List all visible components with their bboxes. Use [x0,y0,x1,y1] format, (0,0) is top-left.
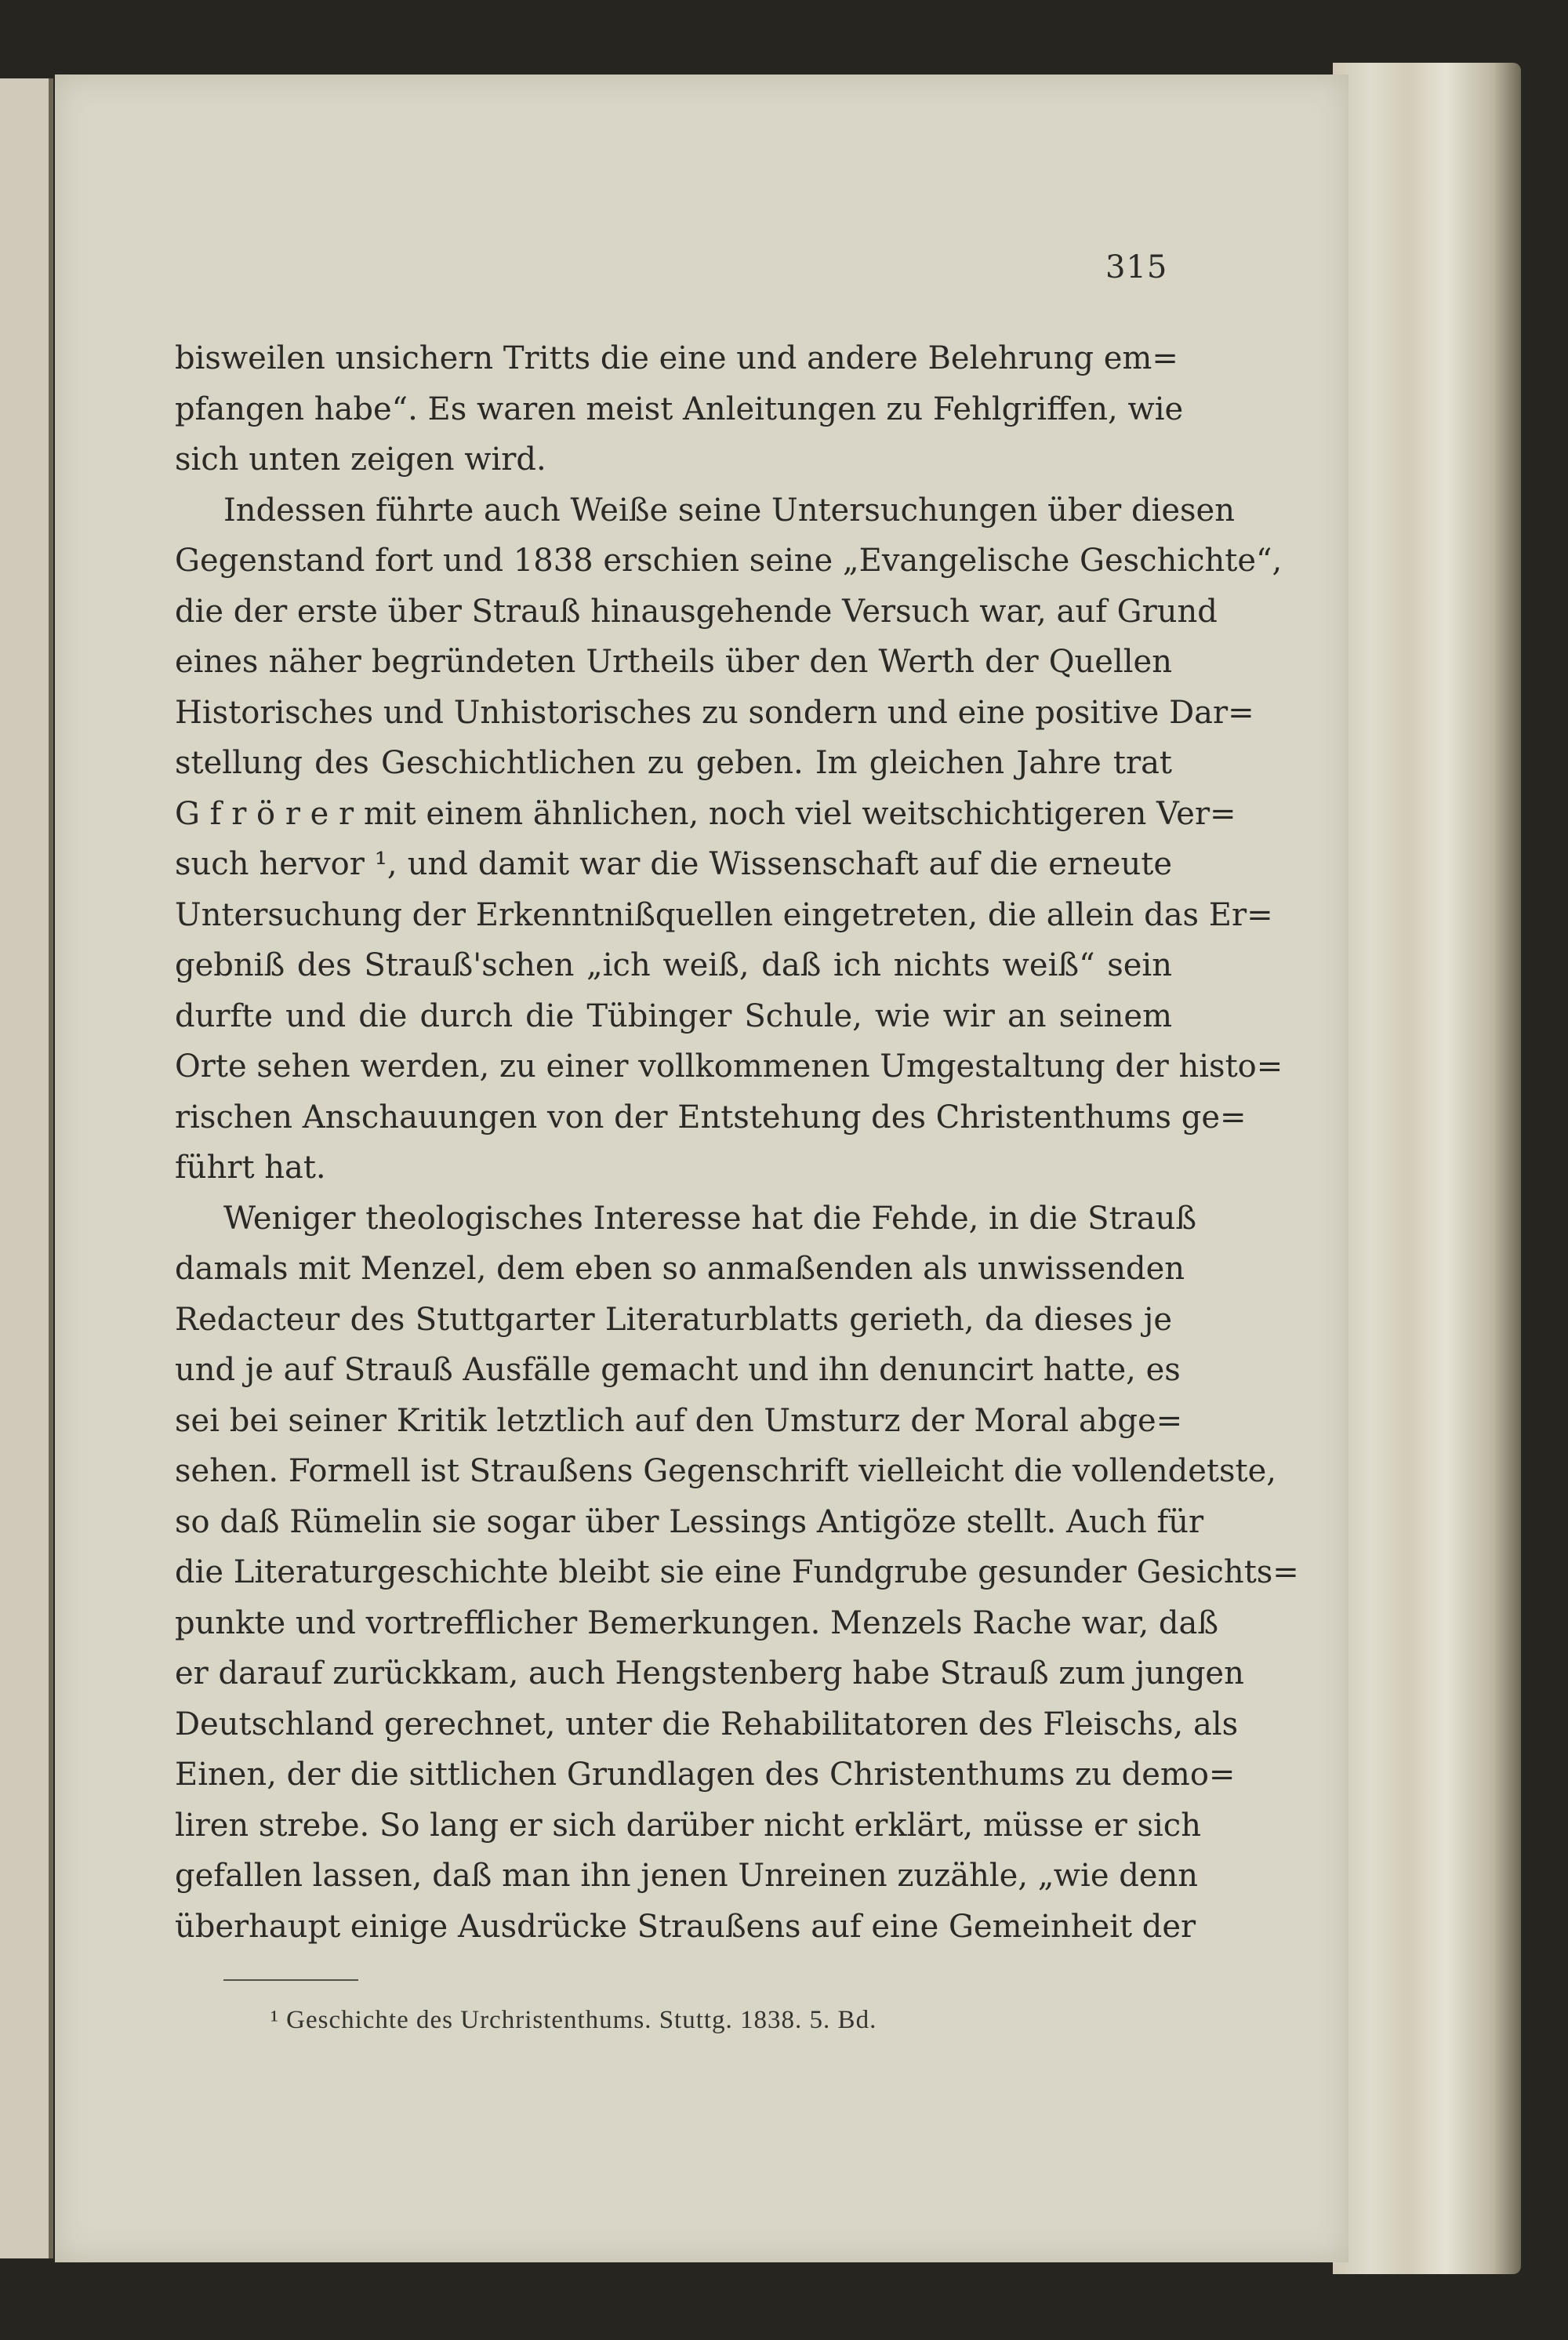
text-line: und je auf Strauß Ausfälle gemacht und ihn denuncirt hatte, es [175,1352,1181,1388]
text-line: so daß Rümelin sie sogar über Lessings Antigöze stellt. Auch für [175,1503,1204,1540]
page-stack-edge [1333,63,1521,2274]
text-line: pfangen habe“. Es waren meist Anleitungen zu Fehlgriffen, wie [175,391,1184,427]
text-line: sehen. Formell ist Straußens Gegenschrift vielleicht die vollendetste, [175,1453,1276,1489]
text-line: rischen Anschauungen von der Entstehung des Christenthums ge= [175,1099,1247,1135]
text-line: sich unten zeigen wird. [175,441,546,478]
body-text [175,333,1299,1952]
text-line: Indessen führte auch Weiße seine Untersuchungen über diesen [223,492,1235,529]
text-line: überhaupt einige Ausdrücke Straußens auf eine Gemeinheit der [175,1908,1196,1945]
text-line: gebniß des Strauß'schen „ich weiß, daß ich nichts weiß“ sein [175,947,1172,983]
page-number: 315 [1105,249,1168,285]
text-line: die der erste über Strauß hinausgehende Versuch war, auf Grund [175,593,1218,630]
text-line: gefallen lassen, daß man ihn jenen Unreinen zuzähle, „wie denn [175,1858,1198,1894]
text-line: liren strebe. So lang er sich darüber nicht erklärt, müsse er sich [175,1807,1201,1844]
text-line: Deutschland gerechnet, unter die Rehabilitatoren des Fleischs, als [175,1706,1239,1742]
text-line: bisweilen unsichern Tritts die eine und andere Belehrung em= [175,340,1178,376]
facing-page-edge [0,78,53,2258]
text-line: durfte und die durch die Tübinger Schule, wie wir an seinem [175,997,1172,1034]
text-line: führt hat. [175,1150,326,1186]
text-line: damals mit Menzel, dem eben so anmaßenden als unwissenden [175,1251,1185,1287]
footnote: ¹ Geschichte des Urchristenthums. Stuttg. 1838. 5. Bd. [270,2006,877,2034]
text-line: punkte und vortrefflicher Bemerkungen. Menzels Rache war, daß [175,1604,1219,1641]
text-line: sei bei seiner Kritik letztlich auf den Umsturz der Moral abge= [175,1402,1183,1439]
footnote-rule [223,1979,358,1981]
text-line: G f r ö r e r mit einem ähnlichen, noch viel weitschichtigeren Ver= [175,795,1236,832]
text-line: Historisches und Unhistorisches zu sondern und eine positive Dar= [175,694,1254,731]
text-line: Untersuchung der Erkenntnißquellen eingetreten, die allein das Er= [175,896,1273,933]
text-line: Redacteur des Stuttgarter Literaturblatts gerieth, da dieses je [175,1301,1172,1338]
text-line: Weniger theologisches Interesse hat die Fehde, in die Strauß [223,1200,1197,1237]
text-line: die Literaturgeschichte bleibt sie eine Fundgrube gesunder Gesichts= [175,1554,1299,1590]
text-line: er darauf zurückkam, auch Hengstenberg habe Strauß zum jungen [175,1655,1244,1691]
text-line: Gegenstand fort und 1838 erschien seine „Evangelische Geschichte“, [175,543,1283,579]
text-line: stellung des Geschichtlichen zu geben. Im gleichen Jahre trat [175,745,1172,781]
text-line: Einen, der die sittlichen Grundlagen des Christenthums zu demo= [175,1757,1236,1793]
text-line: Orte sehen werden, zu einer vollkommenen Umgestaltung der histo= [175,1048,1283,1085]
text-line: eines näher begründeten Urtheils über den Werth der Quellen [175,644,1172,680]
text-line: such hervor ¹, und damit war die Wissenschaft auf die erneute [175,846,1172,882]
